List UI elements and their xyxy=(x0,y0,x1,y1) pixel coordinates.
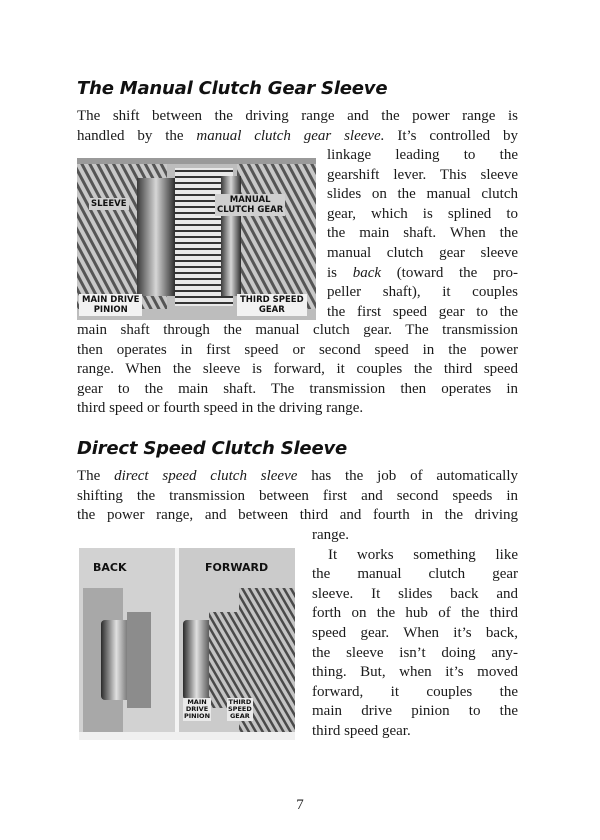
text-line: gearshift lever. This sleeve xyxy=(327,166,518,183)
text-line: range. xyxy=(312,527,350,543)
text-line: manual clutch gear sleeve xyxy=(327,244,518,261)
paragraph-manual-clutch-column xyxy=(327,146,518,322)
text-line: slides on the manual clutch xyxy=(327,186,518,203)
text-line: is back (toward the pro- xyxy=(327,264,518,281)
text-line: then operates in first speed or second speed in the power xyxy=(77,341,518,358)
text-line: the main shaft. When the xyxy=(327,225,518,242)
page-number: 7 xyxy=(296,797,304,813)
figure-label-third-speed-gear: THIRD SPEED GEAR xyxy=(237,294,307,316)
text-line: handled by the manual clutch gear sleeve. It’s controlled by xyxy=(77,127,519,144)
figure-direct-speed-clutch xyxy=(79,548,295,740)
text-line: peller shaft), it couples xyxy=(327,284,518,301)
text-line: third speed gear. xyxy=(312,722,411,739)
text-line: main shaft through the manual clutch gear. The transmission xyxy=(77,322,518,338)
text-line: It works something like xyxy=(328,546,518,563)
figure-label-main-drive-pinion: MAIN DRIVE PINION xyxy=(184,698,211,720)
text-line: gear, which is splined to xyxy=(327,205,518,222)
text-line: the first speed gear to the xyxy=(327,303,518,320)
text-line: sleeve. It slides back and xyxy=(312,585,518,602)
paragraph-direct-speed-intro xyxy=(77,467,518,526)
text-line: the sleeve isn’t doing any- xyxy=(312,644,518,661)
text-line: The direct speed clutch sleeve has the job of automatically xyxy=(77,468,518,484)
paragraph-manual-clutch-intro xyxy=(77,107,518,146)
text-line: main drive pinion to the xyxy=(312,703,518,720)
text-line: shifting the transmission between first and second speeds in xyxy=(77,487,518,504)
paragraph-direct-speed-column xyxy=(312,526,518,742)
text-line: range. When the sleeve is forward, it couples the third speed xyxy=(77,361,518,378)
section-heading-manual-clutch-gear-sleeve: The Manual Clutch Gear Sleeve xyxy=(77,78,388,99)
text-line: The shift between the driving range and the power range is xyxy=(77,108,518,124)
paragraph-manual-clutch-body xyxy=(77,321,518,419)
section-heading-direct-speed-clutch-sleeve: Direct Speed Clutch Sleeve xyxy=(77,438,347,459)
figure-label-back: BACK xyxy=(93,561,127,574)
text-line: the power range, and between third and fourth in the driving xyxy=(77,507,518,524)
text-line: the manual clutch gear xyxy=(312,566,518,583)
figure-label-third-speed-gear: THIRD SPEED GEAR xyxy=(228,698,252,720)
figure-label-sleeve: SLEEVE xyxy=(91,199,127,209)
figure-label-forward: FORWARD xyxy=(205,561,269,574)
text-line: forward, it couples the xyxy=(312,683,518,700)
figure-label-main-drive-pinion: MAIN DRIVE PINION xyxy=(79,294,142,316)
text-line: speed gear. When it’s back, xyxy=(312,624,518,641)
text-line: thing. But, when it’s moved xyxy=(312,664,518,681)
figure-label-manual-clutch-gear: MANUAL CLUTCH GEAR xyxy=(217,195,284,215)
figure-manual-clutch-gear xyxy=(77,158,316,320)
text-line: linkage leading to the xyxy=(327,147,518,163)
text-line: forth on the hub of the third xyxy=(312,605,518,622)
text-line: gear to the main shaft. The transmission then operates in xyxy=(77,380,518,397)
text-line: third speed or fourth speed in the driving range. xyxy=(77,400,364,417)
